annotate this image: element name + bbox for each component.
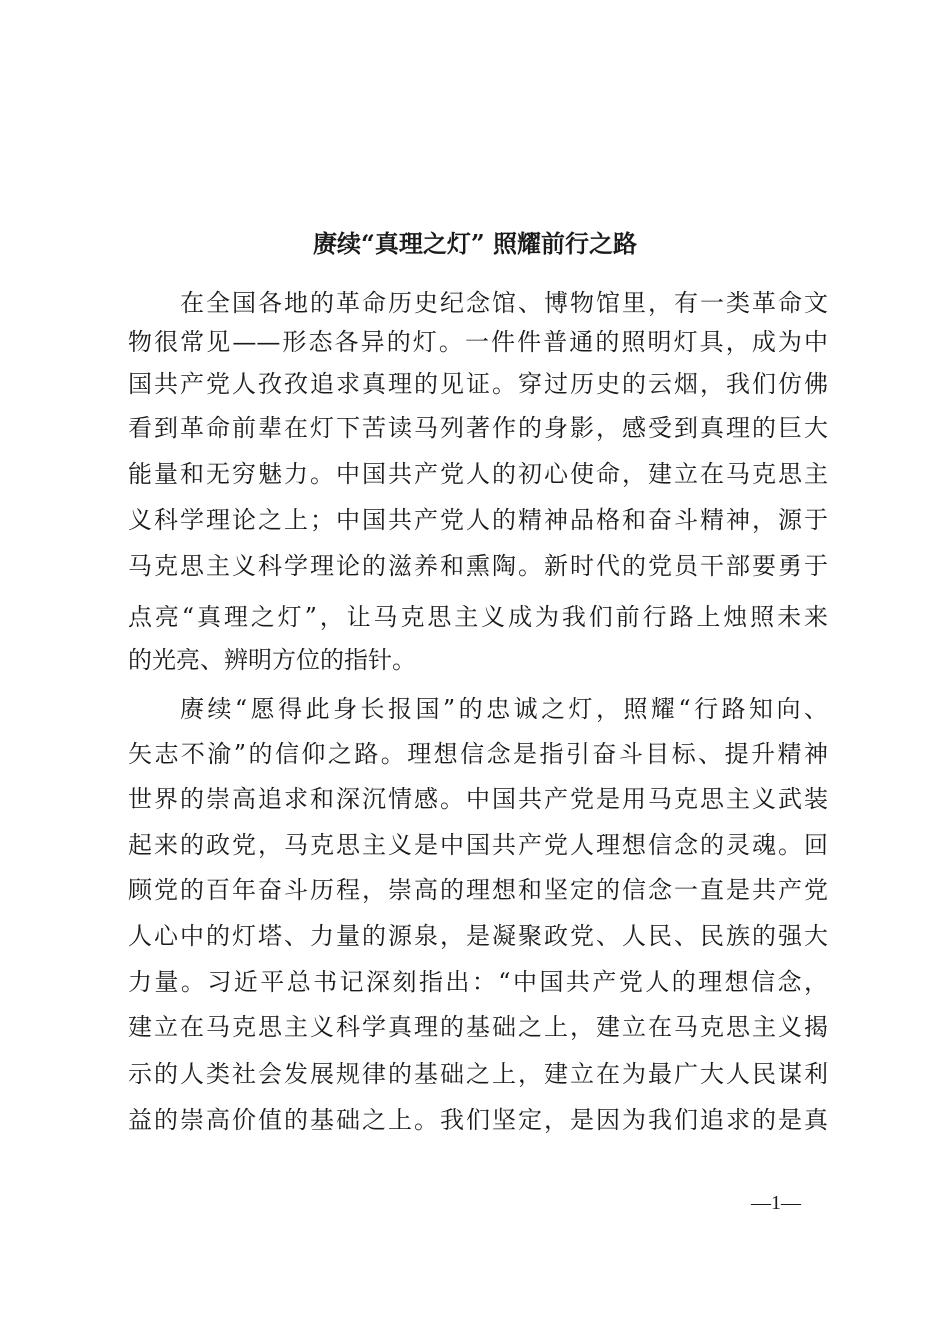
paragraph-2-line-8: 建立在马克思主义科学真理的基础之上，建立在马克思主义揭	[128, 1013, 828, 1041]
paragraph-1-line-2: 物很常见——形态各异的灯。一件件普通的照明灯具，成为中	[128, 328, 828, 356]
page-number: —1—	[751, 1192, 801, 1214]
paragraph-1-line-3: 国共产党人孜孜追求真理的见证。穿过历史的云烟，我们仿佛	[128, 370, 828, 398]
paragraph-2-line-7: 力量。习近平总书记深刻指出：“中国共产党人的理想信念，	[128, 968, 828, 996]
paragraph-1-line-6: 义科学理论之上；中国共产党人的精神品格和奋斗精神，源于	[128, 506, 828, 534]
paragraph-1-line-4: 看到革命前辈在灯下苦读马列著作的身影，感受到真理的巨大	[128, 414, 828, 442]
paragraph-2-line-9: 示的人类社会发展规律的基础之上，建立在为最广大人民谋利	[128, 1060, 828, 1088]
paragraph-2-line-1: 赓续“愿得此身长报国”的忠诚之灯，照耀“行路知向、	[180, 695, 828, 723]
paragraph-1-line-5: 能量和无穷魅力。中国共产党人的初心使命，建立在马克思主	[128, 460, 828, 488]
paragraph-2-line-2: 矢志不渝”的信仰之路。理想信念是指引奋斗目标、提升精神	[128, 740, 828, 768]
paragraph-2-line-5: 顾党的百年奋斗历程，崇高的理想和坚定的信念一直是共产党	[128, 876, 828, 904]
document-title: 赓续“真理之灯” 照耀前行之路	[313, 229, 637, 258]
paragraph-2-line-3: 世界的崇高追求和深沉情感。中国共产党是用马克思主义武装	[128, 785, 828, 813]
paragraph-1-line-7: 马克思主义科学理论的滋养和熏陶。新时代的党员干部要勇于	[128, 552, 828, 580]
paragraph-2-line-4: 起来的政党，马克思主义是中国共产党人理想信念的灵魂。回	[128, 831, 828, 859]
paragraph-1-line-1: 在全国各地的革命历史纪念馆、博物馆里，有一类革命文	[180, 289, 828, 317]
paragraph-1-line-9: 的光亮、辨明方位的指针。	[128, 646, 416, 674]
paragraph-2-line-10: 益的崇高价值的基础之上。我们坚定，是因为我们追求的是真	[128, 1106, 828, 1134]
paragraph-2-line-6: 人心中的灯塔、力量的源泉，是凝聚政党、人民、民族的强大	[128, 922, 828, 950]
paragraph-1-line-8: 点亮“真理之灯”，让马克思主义成为我们前行路上烛照未来	[128, 603, 828, 631]
